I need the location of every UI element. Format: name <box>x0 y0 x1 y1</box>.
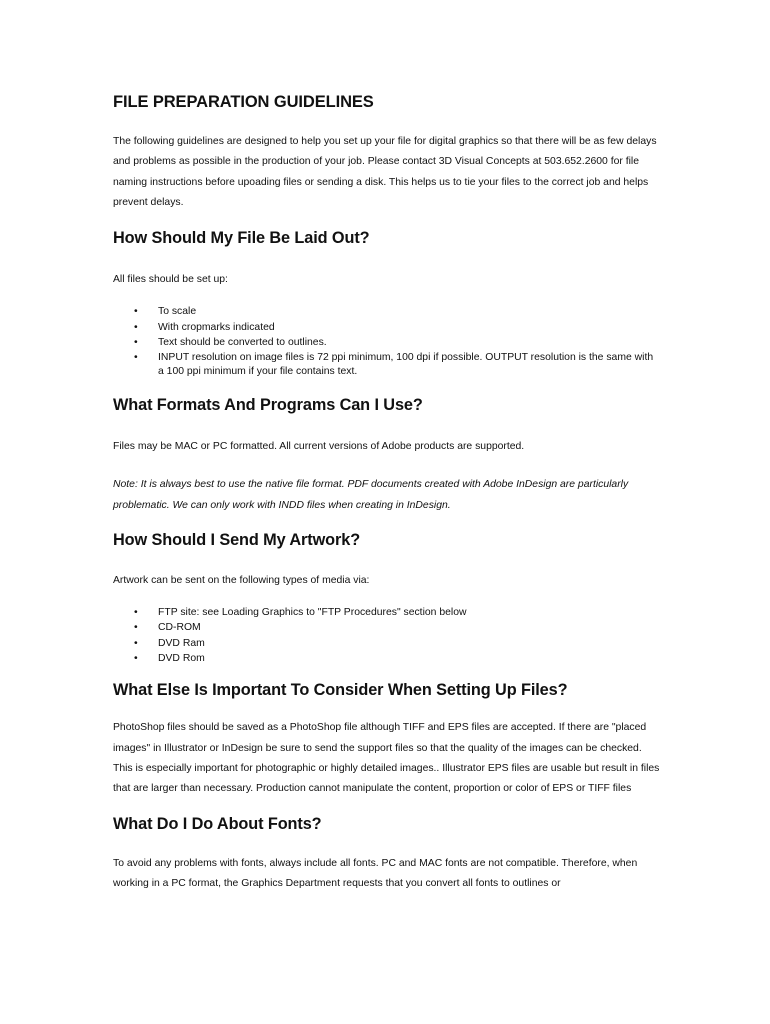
formats-body: Files may be MAC or PC formatted. All current versions of Adobe products are supported. <box>113 440 525 452</box>
section-heading-formats: What Formats And Programs Can I Use? <box>113 395 423 414</box>
bullet-icon: • <box>134 637 138 649</box>
list-item-text: CD-ROM <box>158 622 201 634</box>
list-item <box>113 351 661 378</box>
formats-note: Note: It is always best to use the native file format. PDF documents created with Adobe InDesign are particularly problematic. We can only work with INDD files when creating in InDesign. <box>113 479 629 511</box>
list-item <box>113 652 661 665</box>
section-heading-artwork: How Should I Send My Artwork? <box>113 530 361 549</box>
bullet-icon: • <box>134 622 138 634</box>
list-item <box>113 637 661 650</box>
document-page <box>113 93 661 894</box>
setup-body: PhotoShop files should be saved as a PhotoShop file although TIFF and EPS files are accepted. If there are "placed images" in Illustrator or InDesign be sure to send the support files so that the quality of the images can be checked. This is especially important for photographic or highly detailed images.. Illustrator EPS files are usable but result in files that are larger than necessary. Production cannot manipulate the content, proportion or color of EPS or TIFF files <box>113 722 660 795</box>
list-item-text: Text should be converted to outlines. <box>158 337 327 349</box>
bullet-icon: • <box>134 306 138 318</box>
intro-paragraph: The following guidelines are designed to help you set up your file for digital graphics so that there will be as few delays and problems as possible in the production of your job. Please contact 3D Visual Concepts at 503.652.2600 for file naming instructions before upoading files or sending a disk. This helps us to tie your files to the correct job and helps prevent delays. <box>113 136 657 208</box>
list-item <box>113 606 661 619</box>
bullet-icon: • <box>134 653 138 665</box>
fonts-body: To avoid any problems with fonts, always include all fonts. PC and MAC fonts are not compatible. Therefore, when working in a PC format, the Graphics Department requests that you convert all fonts to outlines or <box>113 857 638 889</box>
layout-lead: All files should be set up: <box>113 274 228 286</box>
bullet-icon: • <box>134 321 138 333</box>
list-item-text: To scale <box>158 306 197 318</box>
list-item <box>113 321 661 334</box>
list-item <box>113 621 661 634</box>
document-title: FILE PREPARATION GUIDELINES <box>113 93 374 111</box>
list-item-text: DVD Ram <box>158 637 205 649</box>
list-item <box>113 305 661 318</box>
section-heading-setup: What Else Is Important To Consider When Setting Up Files? <box>113 681 568 700</box>
bullet-icon: • <box>134 337 138 349</box>
list-item-text: DVD Rom <box>158 653 205 665</box>
list-item-text: INPUT resolution on image files is 72 ppi minimum, 100 dpi if possible. OUTPUT resolution is the same with a 100 ppi minimum if your file contains text. <box>158 352 654 377</box>
list-item-text: With cropmarks indicated <box>158 321 275 333</box>
list-item <box>113 336 661 349</box>
section-heading-fonts: What Do I Do About Fonts? <box>113 814 322 833</box>
layout-bullet-list <box>113 305 661 377</box>
section-heading-layout: How Should My File Be Laid Out? <box>113 229 370 248</box>
artwork-bullet-list <box>113 606 661 665</box>
list-item-text: FTP site: see Loading Graphics to "FTP Procedures" section below <box>158 607 467 619</box>
bullet-icon: • <box>134 352 138 364</box>
artwork-lead: Artwork can be sent on the following types of media via: <box>113 574 370 586</box>
bullet-icon: • <box>134 607 138 619</box>
